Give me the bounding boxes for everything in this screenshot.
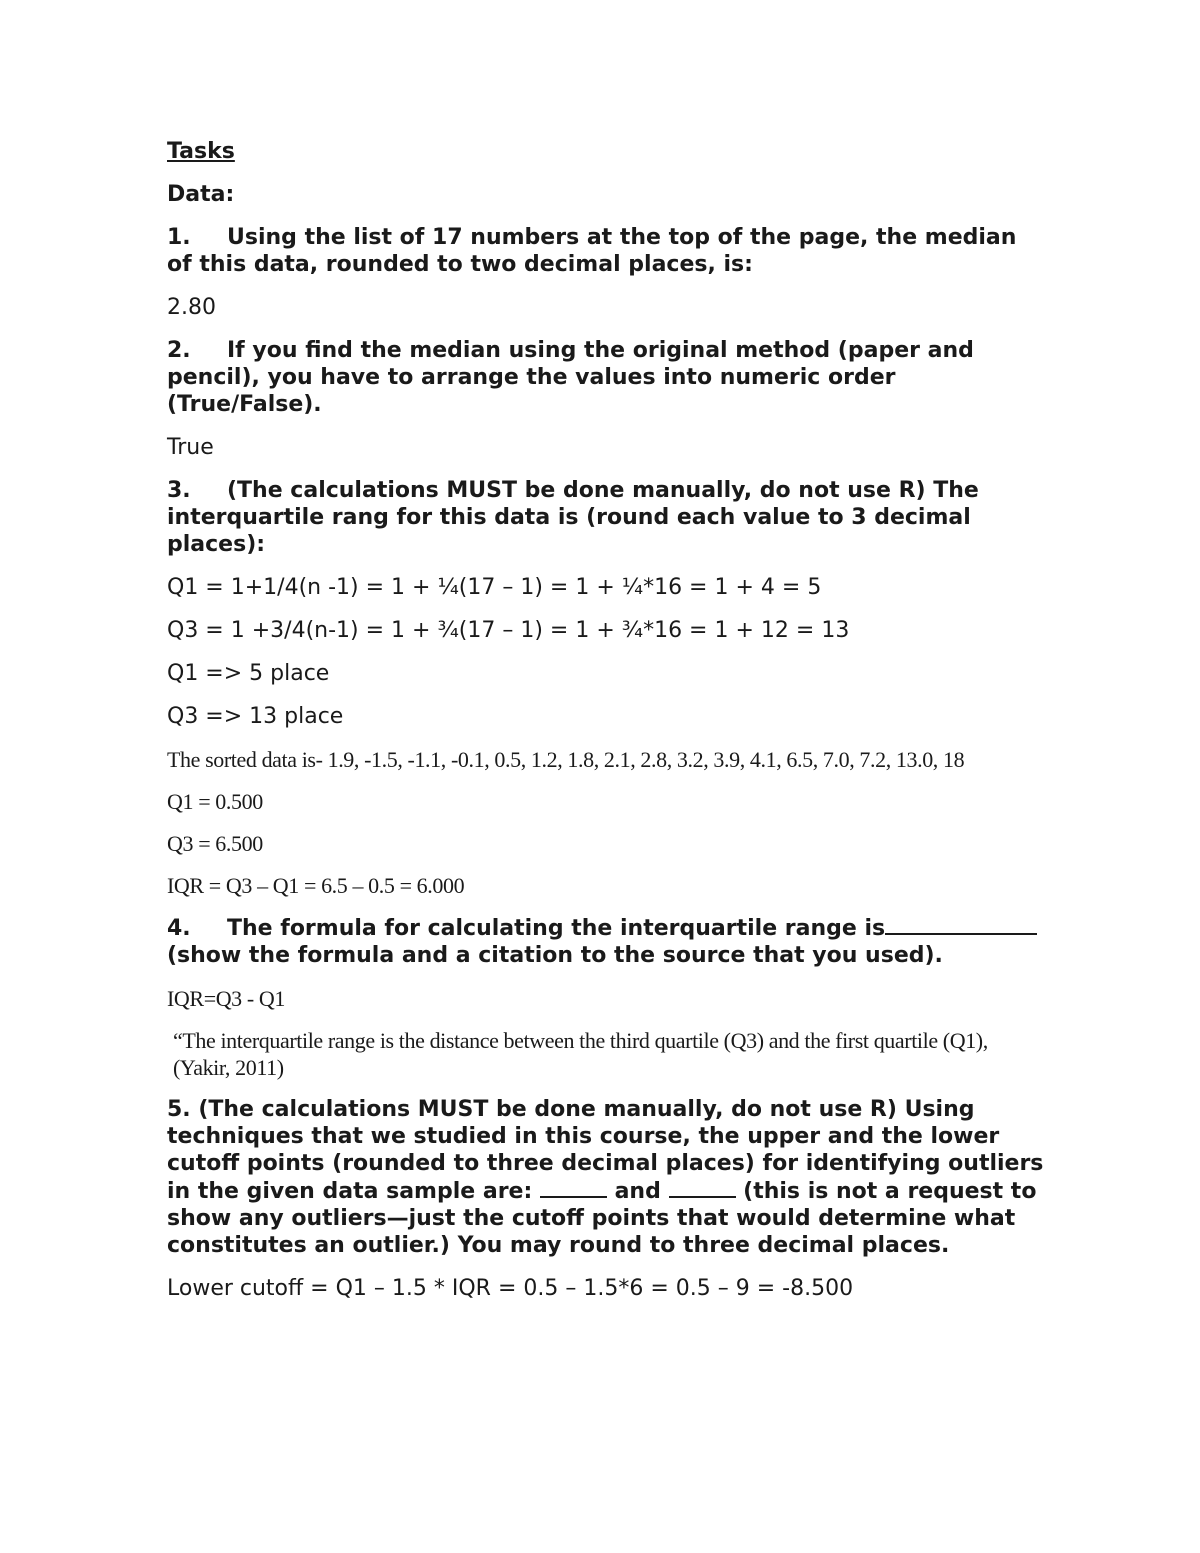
question-2-number: 2. [167,338,191,363]
document-page [167,138,1047,1318]
question-2 [167,337,1047,418]
page-title: Tasks [167,139,235,164]
iqr-formula: IQR=Q3 - Q1 [167,986,285,1011]
citation-quote: “The interquartile range is the distance between the third quartile (Q3) and the first quartile (Q1), (Yakir, 2011) [173,1028,988,1080]
question-4 [167,914,1047,969]
lower-cutoff-calc: Lower cutoff = Q1 – 1.5 * IQR = 0.5 – 1.5*6 = 0.5 – 9 = -8.500 [167,1276,854,1301]
answer-2: True [167,435,214,460]
question-2-text: If you find the median using the original method (paper and pencil), you have to arrange the values into numeric order (True/False). [167,338,974,417]
question-3-number: 3. [167,478,191,503]
q3-position-calc: Q3 = 1 +3/4(n-1) = 1 + ¾(17 – 1) = 1 + ¾*16 = 1 + 12 = 13 [167,618,850,643]
question-5-text-2: (this is not a request to show any outliers—just the cutoff points that would determine what constitutes an outlier.) You may round to three decimal places. [167,1179,1037,1258]
question-5-number: 5. [167,1097,191,1122]
question-1-number: 1. [167,225,191,250]
q1-place: Q1 => 5 place [167,661,330,686]
answer-blank [885,914,1037,935]
question-1 [167,224,1047,278]
upper-cutoff-blank [540,1177,607,1198]
question-4-text-before: The formula for calculating the interquartile range is [227,916,886,941]
q1-value: Q1 = 0.500 [167,789,263,814]
data-label: Data: [167,182,235,207]
sorted-data: The sorted data is- 1.9, -1.5, -1.1, -0.1, 0.5, 1.2, 1.8, 2.1, 2.8, 3.2, 3.9, 4.1, 6.5, 7.0, 7.2, 13.0, 18 [167,747,965,772]
question-5 [167,1096,1047,1259]
question-3-text: (The calculations MUST be done manually, do not use R) The interquartile rang for this data is (round each value to 3 decimal places): [167,478,979,557]
q1-position-calc: Q1 = 1+1/4(n -1) = 1 + ¼(17 – 1) = 1 + ¼*16 = 1 + 4 = 5 [167,575,822,600]
iqr-value: IQR = Q3 – Q1 = 6.5 – 0.5 = 6.000 [167,873,465,898]
lower-cutoff-blank [669,1177,736,1198]
question-1-text: Using the list of 17 numbers at the top of the page, the median of this data, rounded to two decimal places, is: [167,225,1017,277]
answer-1: 2.80 [167,295,216,320]
question-4-number: 4. [167,916,191,941]
question-5-and: and [606,1179,669,1204]
q3-value: Q3 = 6.500 [167,831,263,856]
question-5-text-1: (The calculations MUST be done manually, do not use R) Using techniques that we studied in this course, the upper and the lower cutoff points (rounded to three decimal places) for identifying outliers in the given data sample are: [167,1097,1044,1204]
question-4-text-after: (show the formula and a citation to the source that you used). [167,943,943,968]
q3-place: Q3 => 13 place [167,704,344,729]
question-3 [167,477,1047,558]
